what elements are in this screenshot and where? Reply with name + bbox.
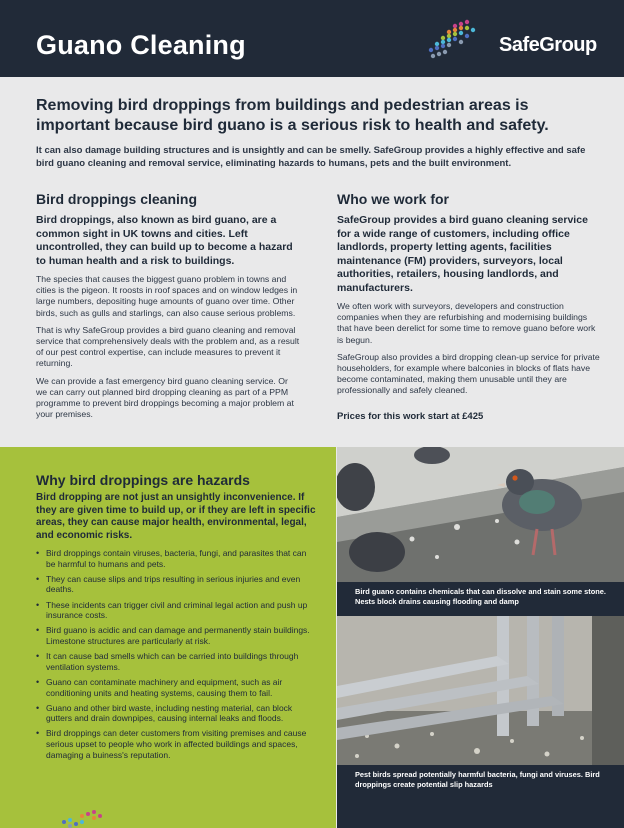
dots-logo-icon (425, 18, 497, 68)
bird-droppings-cleaning-section (36, 190, 300, 420)
section-lead: SafeGroup provides a bird guano cleaning service for a wide range of customers, including office landlords, property letting agents, facilities maintenance (FM) providers, surveyors, local authorities, retailers, housing landlords, and manufacturers. (337, 214, 588, 294)
hazards-lead: Bird dropping are not just an unsightly inconvenience. If they are given time to build up, or if they are left in specific areas, they can cause major health, environmental, legal, and economic risks. (36, 492, 316, 541)
list-item: • Guano and other bird waste, including nesting material, can block gutters and drain downpipes, causing internal leaks and floods. (36, 703, 318, 724)
list-item: • These incidents can trigger civil and criminal legal action and push up insurance costs. (36, 600, 318, 621)
photo-caption: Pest birds spread potentially harmful bacteria, fungi and viruses. Bird droppings create potential slip hazards (337, 765, 624, 828)
hazards-heading: Why bird droppings are hazards (36, 472, 250, 488)
page-title: Guano Cleaning (36, 30, 246, 60)
section-heading: Who we work for (337, 191, 449, 207)
price-note: Prices for this work start at £425 (337, 410, 484, 422)
paragraph: We often work with surveyors, developers and construction companies when they are refurbishing and modernising buildings that have been derelict for some time to remove guano before work is begun. (337, 301, 596, 345)
paragraph: SafeGroup also provides a bird dropping clean-up service for private householders, for example where balconies in blocks of flats have become contaminated, making them unusable until they are professionally and safely cleaned. (337, 351, 600, 396)
list-item: • Bird droppings can deter customers from visiting premises and cause serious upset to people who work in affected buildings and spaces, damaging a buiness's reputation. (36, 728, 318, 760)
hazards-list (36, 548, 318, 765)
page-header (0, 0, 624, 77)
safegroup-logo (425, 18, 610, 68)
brand-name: SafeGroup (499, 34, 597, 56)
section-heading: Bird droppings cleaning (36, 191, 198, 207)
hazards-panel (0, 447, 336, 828)
list-item: • Bird droppings contain viruses, bacteria, fungi, and parasites that can be harmful to humans and pets. (36, 548, 318, 569)
photo-caption: Bird guano contains chemicals that can dissolve and stain some stone. Nests block drains causing flooding and damp (337, 582, 624, 616)
intro-section (36, 96, 596, 170)
paragraph: The species that causes the biggest guano problem in towns and cities is the pigeon. It roosts in roof spaces and on window ledges in large numbers, depositing huge amounts of guano over time. Other birds, such as gulls and starlings, can also cause serious problems. (36, 274, 298, 318)
footer-dots-icon (58, 807, 118, 828)
section-lead: Bird droppings, also known as bird guano, are a common sight in UK towns and cities. Left uncontrolled, they can build up to become a hazard to human health and a risk to buildings. (36, 214, 293, 267)
intro-headline: Removing bird droppings from buildings and pedestrian areas is important because bird guano is a serious risk to health and safety. (36, 97, 549, 134)
who-we-work-for-section (337, 190, 601, 422)
paragraph: We can provide a fast emergency bird guano cleaning service. Or we can carry out planned bird dropping cleaning as part of a PPM programme to prevent bird droppings becoming a major problem at your premises. (36, 375, 294, 420)
list-item: • It can cause bad smells which can be carried into buildings through ventilation systems. (36, 651, 318, 672)
list-item: • Guano can contaminate machinery and equipment, such as air conditioning units and heating systems, causing them to fail. (36, 677, 318, 698)
drainpipe-photo (337, 616, 624, 765)
list-item: • They can cause slips and trips resulting in serious injuries and even deaths. (36, 574, 318, 595)
intro-summary: It can also damage building structures and is unsightly and can be smelly. SafeGroup provides a highly effective and safe bird guano cleaning and removal service, eliminating hazards to humans, pets and the built environment. (36, 145, 586, 169)
paragraph: That is why SafeGroup provides a bird guano cleaning and removal service that comprehensively deals with the problem and, as a result of our pest control expertise, can include measures to prevent it returning. (36, 324, 300, 369)
list-item: • Bird guano is acidic and can damage and permanently stain buildings. Limestone structures are particularly at risk. (36, 625, 318, 646)
pigeon-ledge-photo (337, 447, 624, 582)
